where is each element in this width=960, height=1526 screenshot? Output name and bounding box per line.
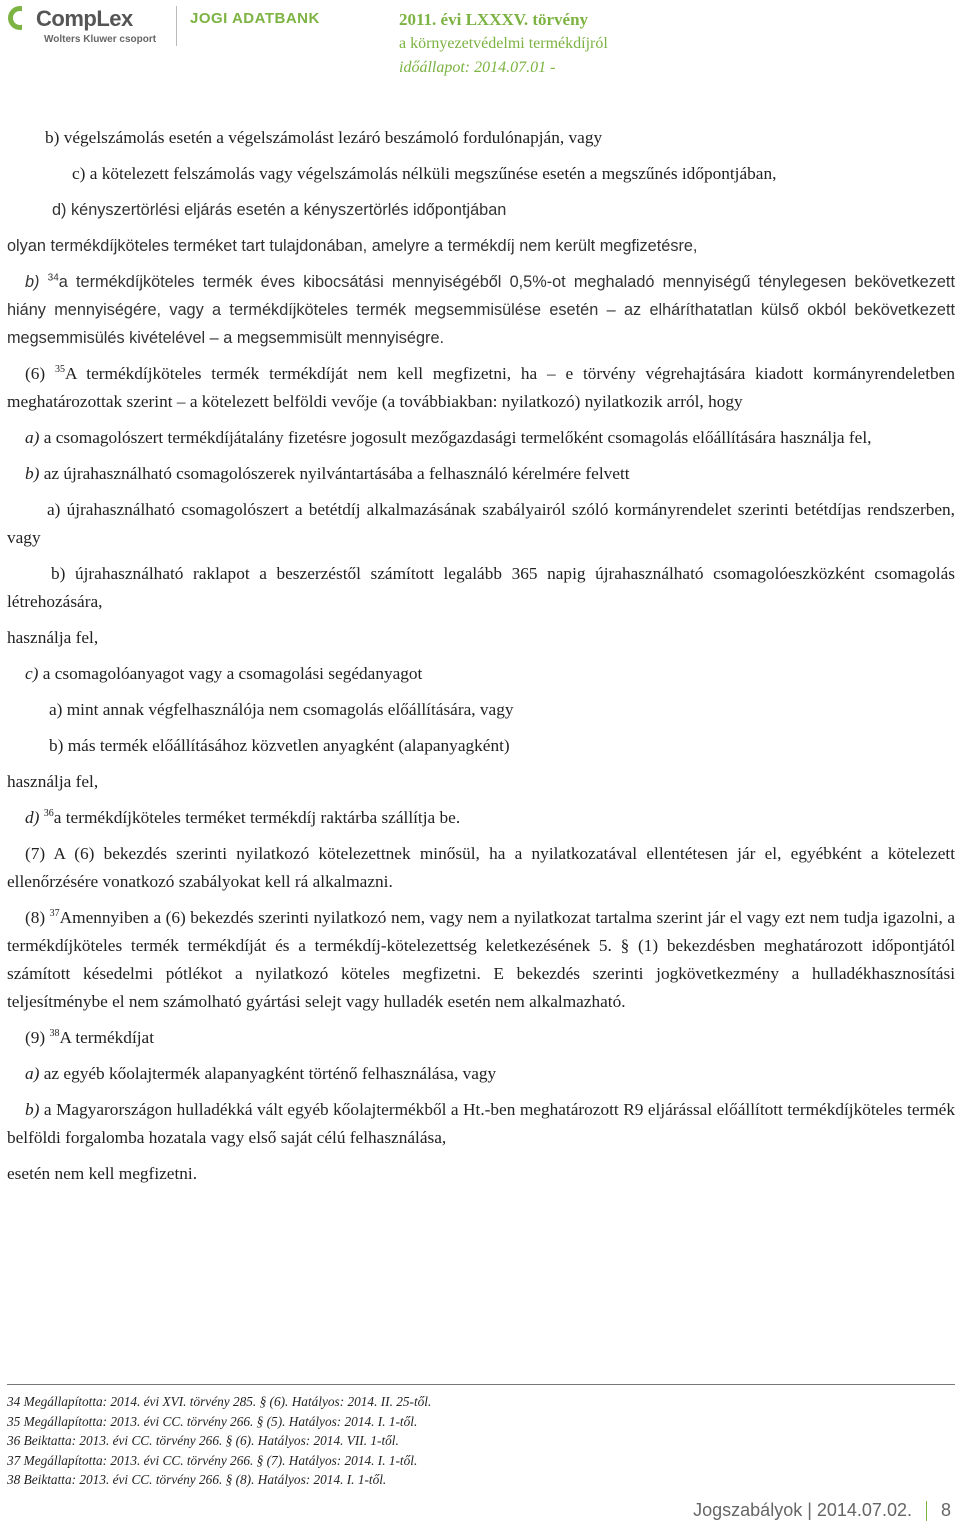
footnote: 34 Megállapította: 2014. évi XVI. törvény 285. § (6). Hatályos: 2014. II. 25-től. (7, 1394, 432, 1409)
paragraph-text: a termékdíjköteles terméket termékdíj raktárba szállítja be. (53, 808, 461, 827)
paragraph: a) újrahasználható csomagolószert a betétdíj alkalmazásának szabályairól szóló kormányrendelet szerinti betétdíjas rendszerben, vagy (7, 500, 955, 547)
jogi-adatbank-logo: JOGI ADATBANK (190, 10, 320, 27)
paragraph: b) újrahasználható raklapot a beszerzéstől számított legalább 365 napig újrahasználható csomagolóeszközként csomagolás létrehozására, (7, 564, 955, 611)
page-header (0, 0, 960, 96)
paragraph-text: a termékdíjköteles termék éves kibocsátási mennyiségéből 0,5%-ot meghaladó mennyiségű ténylegesen bekövetkezett hiány mennyiségére, vagy a termékdíjköteles termék megsemmisülése esetén – az elháríthatatlan külső okból bekövetkezett megsemmisülés kivételével – a megsemmisült mennyiségre. (7, 273, 955, 347)
document-body (7, 124, 955, 1188)
paragraph (7, 268, 955, 352)
paragraph (7, 1060, 955, 1088)
paragraph-text: a csomagolóanyagot vagy a csomagolási segédanyagot (42, 664, 423, 683)
paragraph: d) kényszertörlési eljárás esetén a kényszertörlés időpontjában (52, 201, 507, 219)
footer-label: Jogszabályok | 2014.07.02. (693, 1500, 912, 1520)
paragraph (7, 804, 955, 832)
paragraph-text: Amennyiben a (6) bekezdés szerinti nyilatkozó nem, vagy nem a nyilatkozat tartalma szerint jár el vagy ezt nem tudja igazolni, a termékdíjköteles termék termékdíját és a termékdíj-kötelezettség keletkezésének 5. § (1) bekezdésben meghatározott időpontjától számított késedelmi pótlékot a nyilatkozó köteles megfizetni. E bekezdés szerinti jogkövetkezmény a hulladékhasznosítási teljesítménybe el nem számolható gyártási selejt vagy hulladék esetén nem alkalmazható. (7, 908, 955, 1011)
footnote-ref: 36 (43, 808, 54, 820)
document-header-info (399, 8, 608, 80)
paragraph: a) mint annak végfelhasználója nem csomagolás előállítására, vagy (49, 700, 514, 719)
paragraph-text: az újrahasználható csomagolószerek nyilvántartásába a felhasználó kérelmére felvett (43, 464, 630, 483)
law-subtitle: a környezetvédelmi termékdíjról (399, 35, 608, 52)
footnote: 37 Megállapította: 2013. évi CC. törvény 266. § (7). Hatályos: 2014. I. 1-től. (7, 1452, 418, 1468)
footnote-ref: 38 (49, 1028, 60, 1040)
footnote-ref: 34 (47, 272, 59, 284)
law-state-date: időállapot: 2014.07.01 - (399, 59, 556, 76)
paragraph (7, 660, 955, 688)
paragraph (7, 904, 955, 1016)
paragraph-label: b) (25, 464, 40, 483)
paragraph: olyan termékdíjköteles terméket tart tulajdonában, amelyre a termékdíj nem került megfizetésre, (7, 237, 698, 255)
paragraph: c) a kötelezett felszámolás vagy végelszámolás nélküli megszűnése esetén a megszűnés időpontjában, (72, 164, 777, 183)
footer-separator (926, 1501, 927, 1521)
paragraph: b) végelszámolás esetén a végelszámolást lezáró beszámoló fordulónapján, vagy (45, 128, 603, 147)
footnote: 38 Beiktatta: 2013. évi CC. törvény 266. § (8). Hatályos: 2014. I. 1-től. (7, 1472, 387, 1487)
footnote: 35 Megállapította: 2013. évi CC. törvény 266. § (5). Hatályos: 2014. I. 1-től. (7, 1413, 418, 1429)
footnote-divider (7, 1384, 955, 1385)
paragraph (7, 360, 955, 416)
paragraph (7, 424, 955, 452)
paragraph-text: A termékdíjköteles termék termékdíját nem kell megfizetni, ha – e törvény végrehajtására kiadott kormányrendeletben meghatározottak szerint – a kötelezett belföldi vevője (a továbbiakban: nyilatkozó) nyilatkozik arról, hogy (7, 364, 955, 411)
complex-logo-mark-icon (8, 6, 32, 30)
footnotes (7, 1392, 955, 1490)
paragraph-label: (9) (25, 1028, 46, 1047)
paragraph-label: (6) (25, 364, 46, 383)
paragraph-label: c) (25, 664, 39, 683)
footnote-ref: 37 (49, 908, 60, 920)
paragraph-text: A termékdíjat (59, 1028, 155, 1047)
paragraph-label: a) (25, 1064, 40, 1083)
paragraph-label: b) (25, 1100, 40, 1119)
paragraph-label: b) (25, 273, 40, 291)
paragraph: b) más termék előállításához közvetlen anyagként (alapanyagként) (49, 736, 510, 755)
page-footer (693, 1500, 951, 1521)
paragraph-label: a) (25, 428, 40, 447)
footnote: 36 Beiktatta: 2013. évi CC. törvény 266. § (6). Hatályos: 2014. VII. 1-től. (7, 1433, 399, 1448)
paragraph-text: az egyéb kőolajtermék alapanyagként történő felhasználása, vagy (43, 1064, 497, 1083)
paragraph-label: d) (25, 808, 40, 827)
paragraph: használja fel, (7, 628, 99, 647)
paragraph: esetén nem kell megfizetni. (7, 1164, 198, 1183)
paragraph: (7) A (6) bekezdés szerinti nyilatkozó kötelezettnek minősül, ha a nyilatkozatával ellentétesen jár el, egyébként a kötelezett ellenőrzésére vonatkozó szabályokat kell rá alkalmazni. (7, 844, 955, 891)
footnote-ref: 35 (54, 364, 65, 376)
complex-logo (6, 4, 166, 52)
paragraph (7, 1096, 955, 1152)
paragraph-label: (8) (25, 908, 46, 927)
logo-divider (176, 6, 177, 46)
paragraph: használja fel, (7, 772, 99, 791)
complex-logo-name: CompLex (36, 6, 133, 31)
paragraph-text: a csomagolószert termékdíjátalány fizetésre jogosult mezőgazdasági termelőként csomagolás előállítására használja fel, (43, 428, 872, 447)
law-title: 2011. évi LXXXV. törvény (399, 10, 589, 29)
paragraph (7, 1024, 955, 1052)
paragraph-text: a Magyarországon hulladékká vált egyéb kőolajtermékből a Ht.-ben meghatározott R9 eljárással előállított termékdíjköteles termék belföldi forgalomba hozatala vagy első saját célú felhasználása, (7, 1100, 955, 1147)
page-number: 8 (940, 1500, 951, 1520)
complex-logo-subtitle: Wolters Kluwer csoport (44, 34, 157, 45)
paragraph (7, 460, 955, 488)
